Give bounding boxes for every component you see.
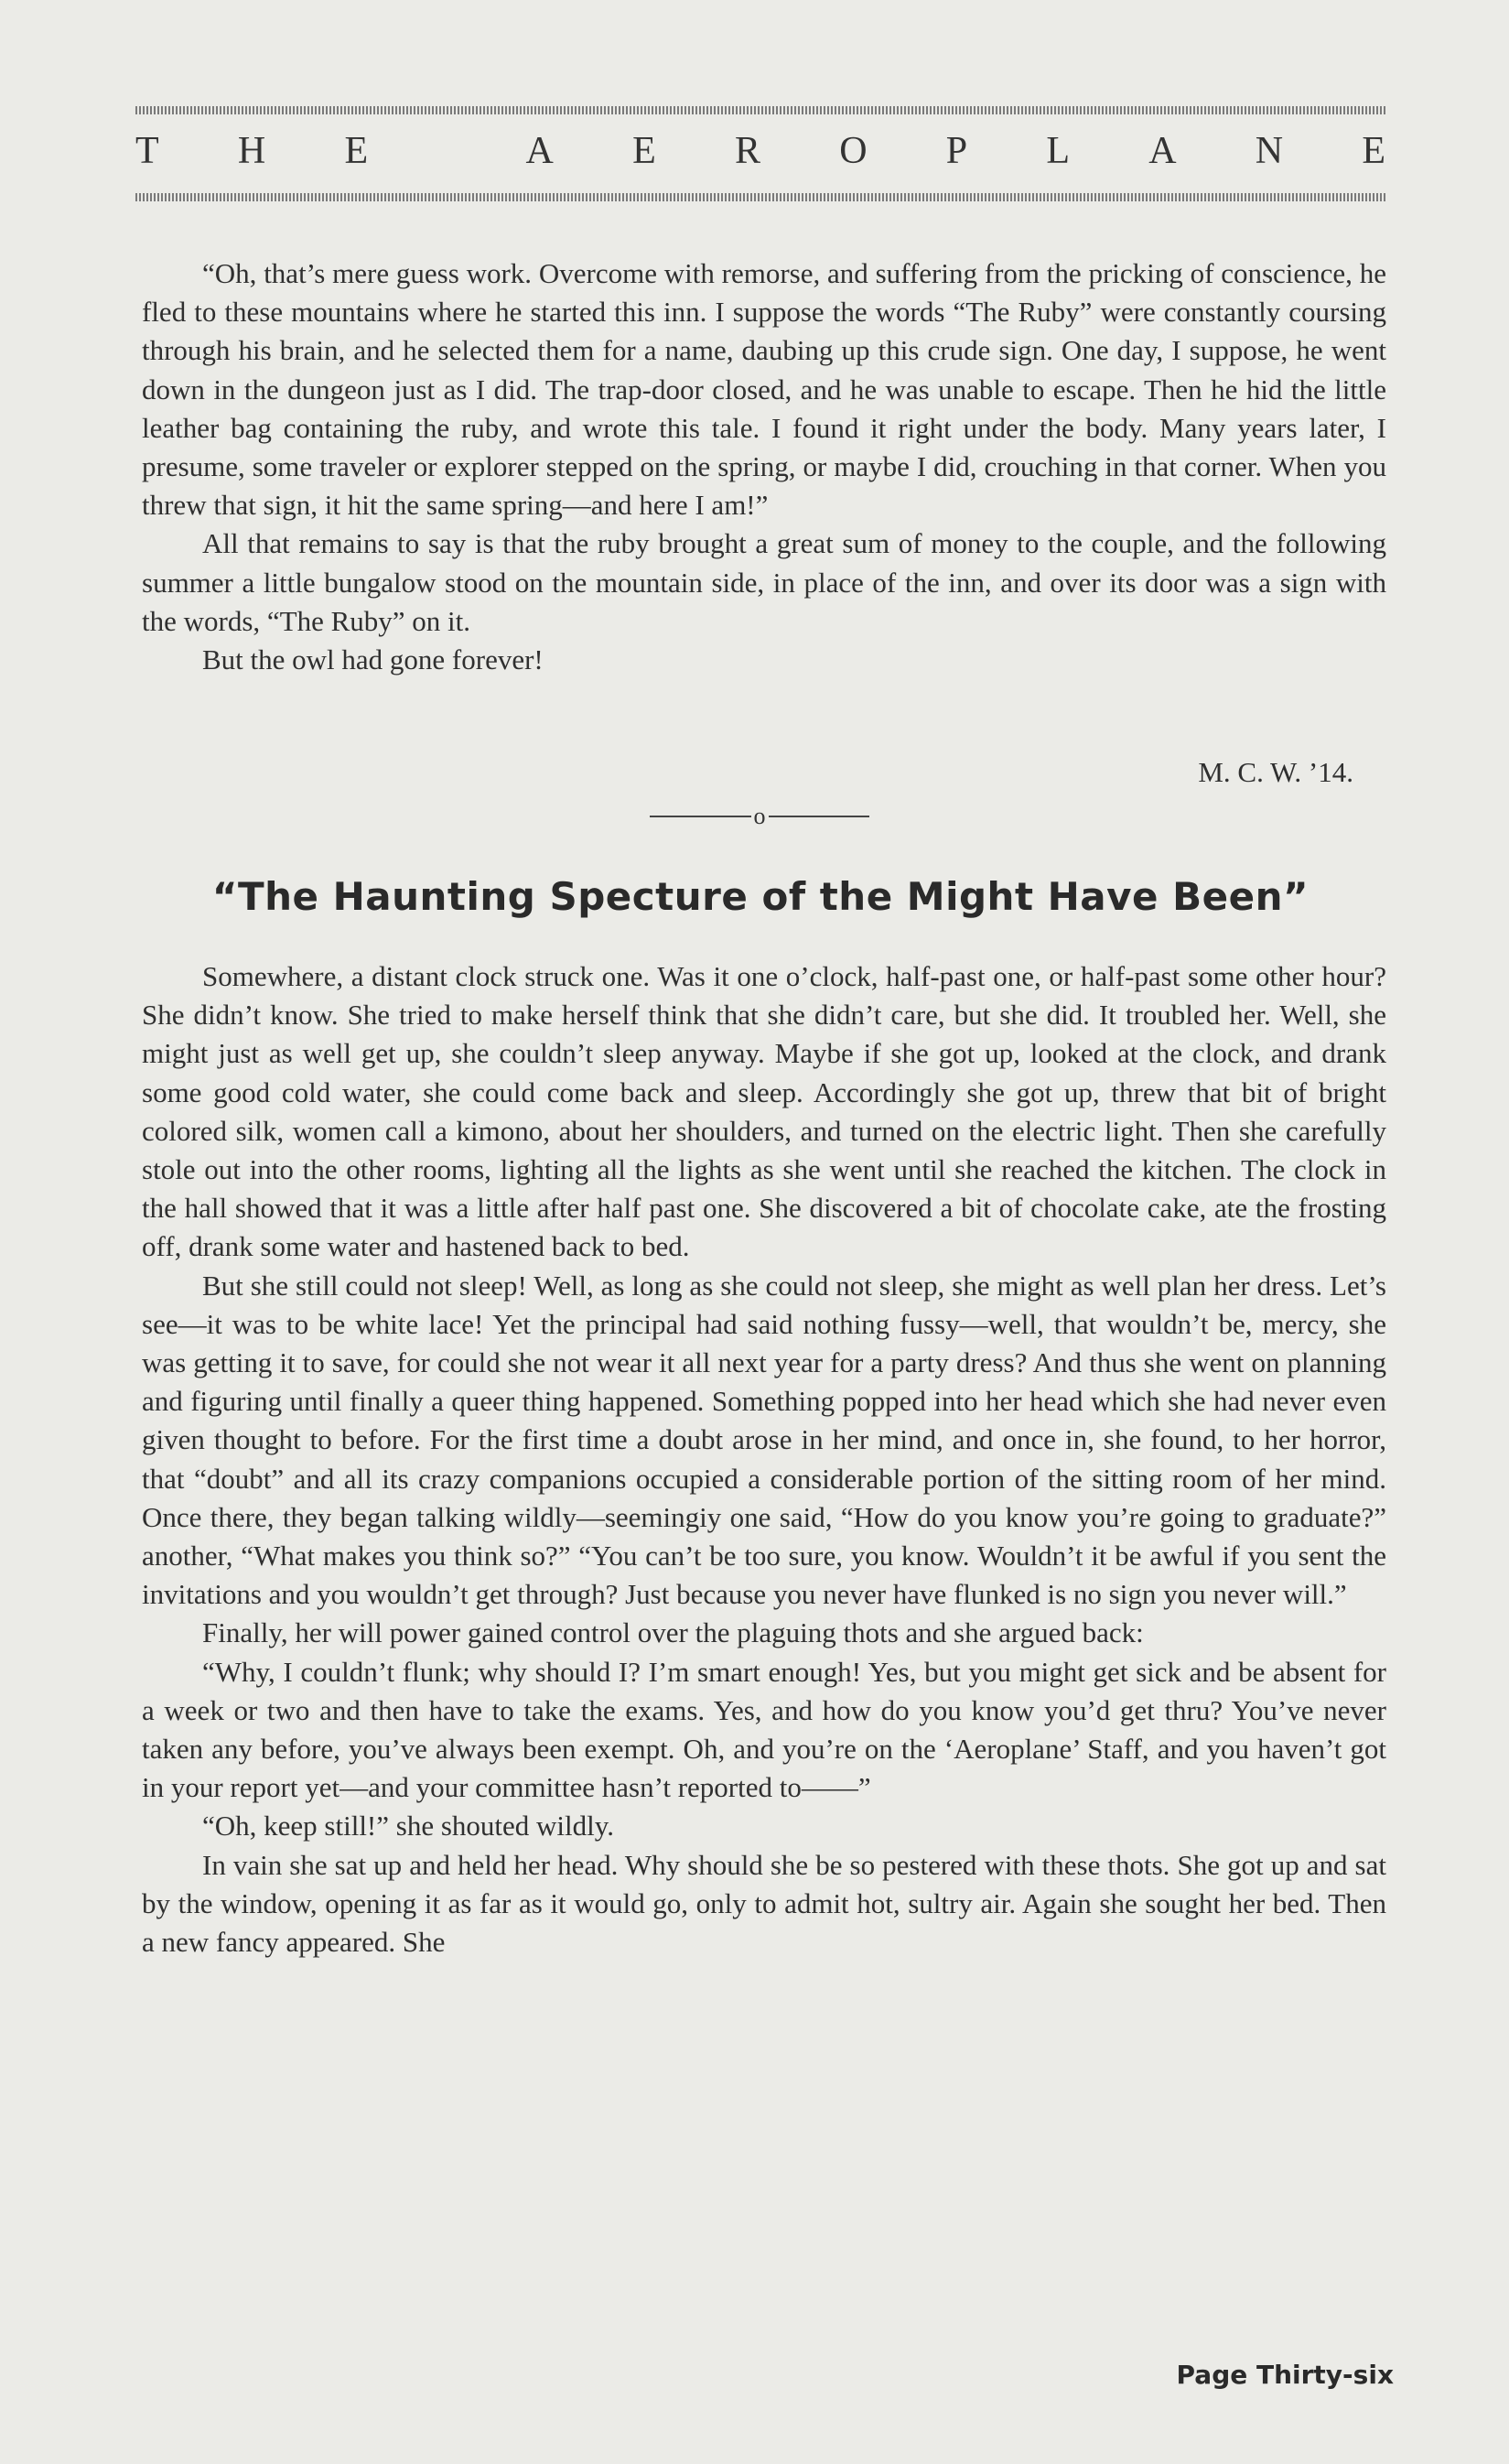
masthead-letter: E (344, 130, 369, 172)
masthead-letter: L (1046, 130, 1070, 172)
masthead-letter: A (525, 130, 554, 172)
story1-paragraph: “Oh, that’s mere guess work. Overcome with remorse, and suffering from the pricking of conscience, he fled to these mountains where he started this inn. I suppose the words “The Ruby” were constantly coursing through his brain, and he selected them for a name, daubing up this crude sign. One day, I suppose, he went down in the dungeon just as I did. The trap-door closed, and he was unable to escape. Then he hid the little leather bag containing the ruby, and wrote this tale. I found it right under the body. Many years later, I presume, some traveler or explorer stepped on the spring, or maybe I did, crouching in that corner. When you threw that sign, it hit the same spring—and here I am!” (142, 257, 1386, 522)
story1-paragraph: All that remains to say is that the ruby brought a great sum of money to the couple, and the following summer a little bungalow stood on the mountain side, in place of the inn, and over its door was a sign with the words, “The Ruby” on it. (142, 527, 1386, 637)
masthead-letter: T (135, 130, 159, 172)
masthead-letter: E (632, 130, 656, 172)
story-title: “The Haunting Specture of the Might Have Been” (211, 874, 1310, 919)
header-rule-top (135, 106, 1385, 114)
story1-paragraph: But the owl had gone forever! (202, 643, 544, 676)
masthead-letter: N (1255, 130, 1284, 172)
story2-paragraph: In vain she sat up and held her head. Why should she be so pestered with these thots. She got up and sat by the window, opening it as far as it would go, only to admit hot, sultry air. Again she sought her bed. Then a new fancy appeared. She (142, 1848, 1386, 1959)
story2-paragraph: “Oh, keep still!” she shouted wildly. (202, 1810, 614, 1843)
header-rule-bottom (135, 193, 1385, 201)
masthead (135, 132, 1385, 170)
story2-paragraph: Finally, her will power gained control over the plaguing thots and she argued back: (202, 1616, 1144, 1649)
divider-line-right (769, 816, 870, 817)
masthead-letter: P (945, 130, 968, 172)
story2-paragraph: “Why, I couldn’t flunk; why should I? I’m smart enough! Yes, but you might get sick and be absent for a week or two and then have to take the exams. Yes, and how do you know you’d get thru? You’ve never taken any before, you’ve always been exempt. Oh, and you’re on the ‘Aeroplane’ Staff, and you haven’t got in your report yet—and your committee hasn’t reported to——” (142, 1655, 1386, 1804)
story-conclusion (142, 254, 1386, 679)
masthead-letter: O (839, 130, 868, 172)
divider-line-left (650, 816, 751, 817)
story2-paragraph: But she still could not sleep! Well, as long as she could not sleep, she might as well plan her dress. Let’s see—it was to be white lace! Yet the principal had said nothing fussy—well, that wouldn’t be, mercy, she was getting it to save, for could she not wear it all next year for a party dress? And thus she went on planning and figuring until finally a queer thing happened. Something popped into her head which she had never even given thought to before. For the first time a doubt arose in her mind, and once in, she found, to her horror, that “doubt” and all its crazy companions occupied a considerable portion of the sitting room of her mind. Once there, they began talking wildly—seemingiy one said, “How do you know you’re going to graduate?” another, “What makes you think so?” “You can’t be too sure, you know. Wouldn’t it be awful if you sent the invitations and you wouldn’t get through? Just because you never have flunked is no sign you never will.” (142, 1269, 1386, 1611)
section-divider (650, 798, 869, 835)
masthead-letter: H (237, 130, 266, 172)
story2-paragraph: Somewhere, a distant clock struck one. Was it one o’clock, half-past one, or half-past some other hour? She didn’t know. She tried to make herself think that she didn’t care, but she did. It troubled her. Well, she might just as well get up, she couldn’t sleep anyway. Maybe if she got up, looked at the clock, and drank some good cold water, she could come back and sleep. Accordingly she got up, threw that bit of bright colored silk, women call a kimono, about her shoulders, and turned on the electric light. Then she carefully stole out into the other rooms, lighting all the lights as she went until she reached the kitchen. The clock in the hall showed that it was a little after half past one. She discovered a bit of chocolate cake, ate the frosting off, drank some water and hastened back to bed. (142, 960, 1386, 1263)
page-number: Page Thirty-six (1176, 2360, 1394, 2390)
masthead-letter: A (1148, 130, 1177, 172)
masthead-letter: E (1362, 130, 1385, 172)
masthead-letter: R (734, 130, 760, 172)
divider-mark: o (753, 803, 766, 829)
story-body (142, 957, 1386, 1961)
author-signature: M. C. W. ’14. (1198, 756, 1353, 788)
